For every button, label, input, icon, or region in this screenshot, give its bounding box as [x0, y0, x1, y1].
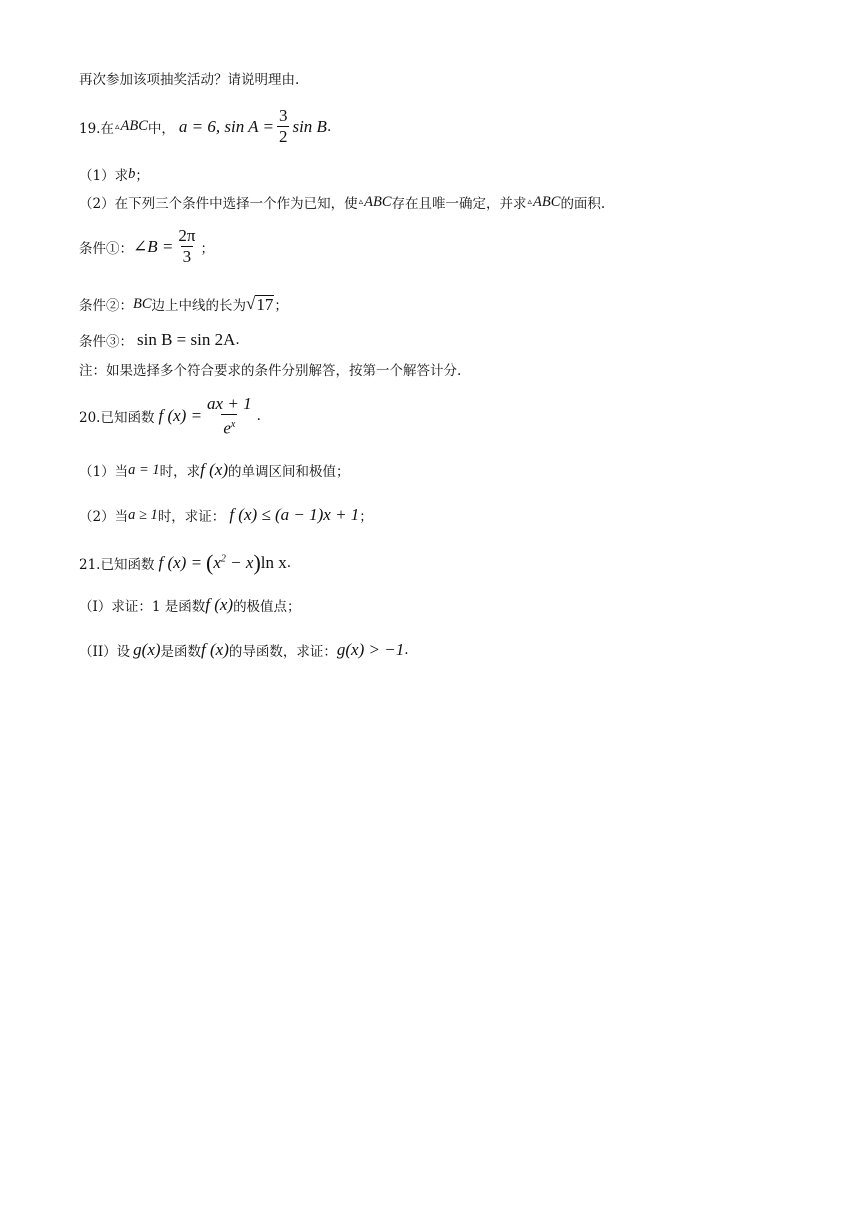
q19-condition-3: 条件③： sin B = sin 2A .	[79, 330, 240, 350]
q19-part1: （1）求 b ；	[79, 165, 149, 184]
q21-part2: （II）设 g(x) 是函数 f (x) 的导函数，求证： g(x) > −1 .	[79, 640, 409, 660]
q19-statement: 19.在 ▵ ABC 中， a = 6, sin A = $\frac{3}{2}$ sin B .	[79, 106, 332, 146]
q21-part1: （I）求证：1 是函数 f (x) 的极值点；	[79, 595, 301, 615]
q19-condition-2: 条件②： BC 边上中线的长为 √ 17 ；	[79, 294, 288, 314]
q19-condition-1: 条件①： ∠B = $\frac{2\pi}{3}$ ；	[79, 226, 214, 266]
q20-part1: （1）当 a = 1 时，求 f (x) 的单调区间和极值；	[79, 460, 350, 480]
intro-line: 再次参加该项抽奖活动？请说明理由.	[79, 72, 300, 88]
q21-statement: 21.已知函数 f (x) = ( $x^2 - x$ ) ln x .	[79, 550, 292, 575]
fraction-3-over-2: $\frac{3}{2}$	[278, 106, 288, 146]
q19-part2: （2）在下列三个条件中选择一个作为已知，使 ▵ ABC 存在且唯一确定，并求 ▵ ABC 的面积.	[79, 193, 606, 212]
q20-statement: 20.已知函数 f (x) = $\frac{ax + 1}{e^x}$ .	[79, 394, 261, 438]
q19-note: 注：如果选择多个符合要求的条件分别解答，按第一个解答计分.	[79, 363, 462, 379]
fraction-2pi-over-3: $\frac{2\pi}{3}$	[178, 226, 196, 266]
sqrt-17: √ 17	[246, 294, 274, 314]
triangle-symbol: ▵	[114, 121, 120, 132]
q20-part2: （2）当 a ≥ 1 时，求证： f (x) ≤ (a − 1)x + 1 ；	[79, 505, 373, 525]
radical-sign-icon: √	[246, 294, 256, 313]
fraction-ax-plus-1-over-e-x: $\frac{ax + 1}{e^x}$	[207, 394, 252, 438]
